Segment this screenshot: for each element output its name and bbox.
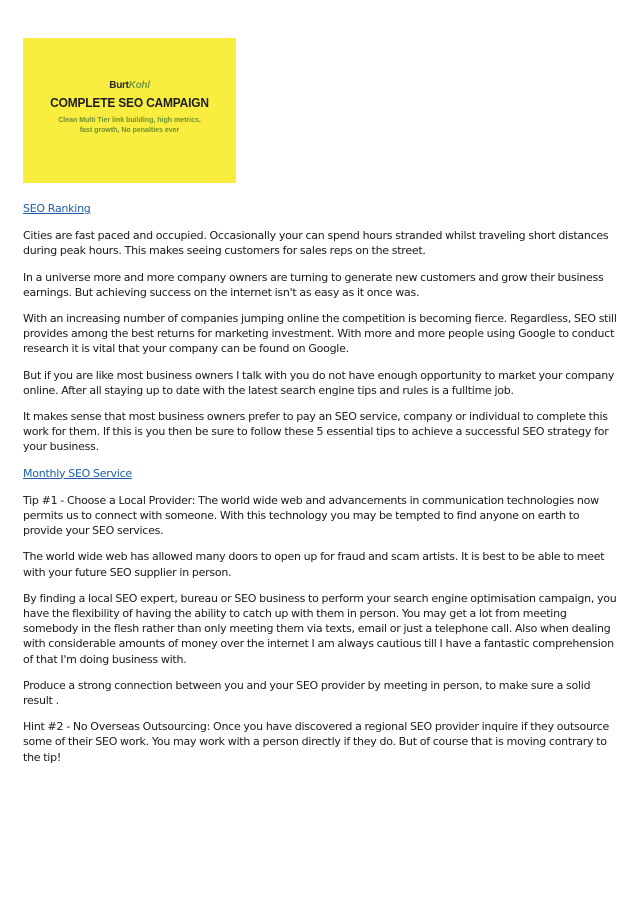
monthly-seo-link-row — [23, 466, 619, 481]
paragraph-6: Tip #1 - Choose a Local Provider: The world wide web and advancements in communication technologies now permits us to connect with someone. With this technology you may be tempted to find anyone on earth to provide your SEO services. — [23, 493, 599, 538]
paragraph-4: But if you are like most business owners I talk with you do not have enough opportunity to market your company online. After all staying up to date with the latest search engine tips and rules is a fulltime job. — [23, 368, 615, 397]
paragraph-8: By finding a local SEO expert, bureau or SEO business to perform your search engine optimisation campaign, you have the flexibility of having the ability to catch up with them in person. You may get a lot from meeting somebody in the flesh rather than only meeting them via texts, email or just a telephone call. Also when dealing with considerable amounts of money over the internet I am always cautious till I have a fantastic comprehension of that I'm doing business with. — [23, 591, 617, 666]
seo-ranking-link[interactable]: SEO Ranking — [23, 202, 91, 215]
banner-headline: COMPLETE SEO CAMPAIGN — [50, 95, 209, 110]
seo-ranking-link-row — [23, 201, 619, 216]
paragraph-7: The world wide web has allowed many doors to open up for fraud and scam artists. It is best to be able to meet with your future SEO supplier in person. — [23, 550, 605, 579]
banner-tagline: Clean Multi Tier link building, high metrics, fast growth, No penalties ever — [58, 117, 201, 134]
paragraph-5: It makes sense that most business owners prefer to pay an SEO service, company or individual to complete this work for them. If this is you then be sure to follow these 5 essential tips to achieve a successful SEO strategy for your business. — [23, 410, 609, 454]
paragraph-2: In a universe more and more company owners are turning to generate new customers and grow their business earnings. But achieving success on the internet isn't as easy as it once was. — [23, 270, 604, 299]
banner-logo-part1: Burt — [109, 80, 129, 91]
paragraph-3: With an increasing number of companies jumping online the competition is becoming fierce. Regardless, SEO still provides among the best returns for marketing investment. With more and more people using Google to conduct research it is vital that your company can be found on Google. — [23, 312, 617, 356]
paragraph-1: Cities are fast paced and occupied. Occasionally your can spend hours stranded whilst traveling short distances during peak hours. This makes seeing customers for sales reps on the street. — [23, 229, 609, 258]
paragraph-10: Hint #2 - No Overseas Outsourcing: Once you have discovered a regional SEO provider inquire if they outsource some of their SEO work. You may work with a person directly if they do. But of course that is moving contrary to the tip! — [23, 720, 610, 764]
article-body — [23, 201, 619, 776]
monthly-seo-service-link[interactable]: Monthly SEO Service — [23, 466, 132, 480]
banner-image — [23, 38, 236, 183]
paragraph-9: Produce a strong connection between you and your SEO provider by meeting in person, to make sure a solid result . — [23, 678, 591, 708]
banner-logo-part2: Kohl — [128, 80, 150, 91]
banner-logo — [23, 80, 236, 91]
